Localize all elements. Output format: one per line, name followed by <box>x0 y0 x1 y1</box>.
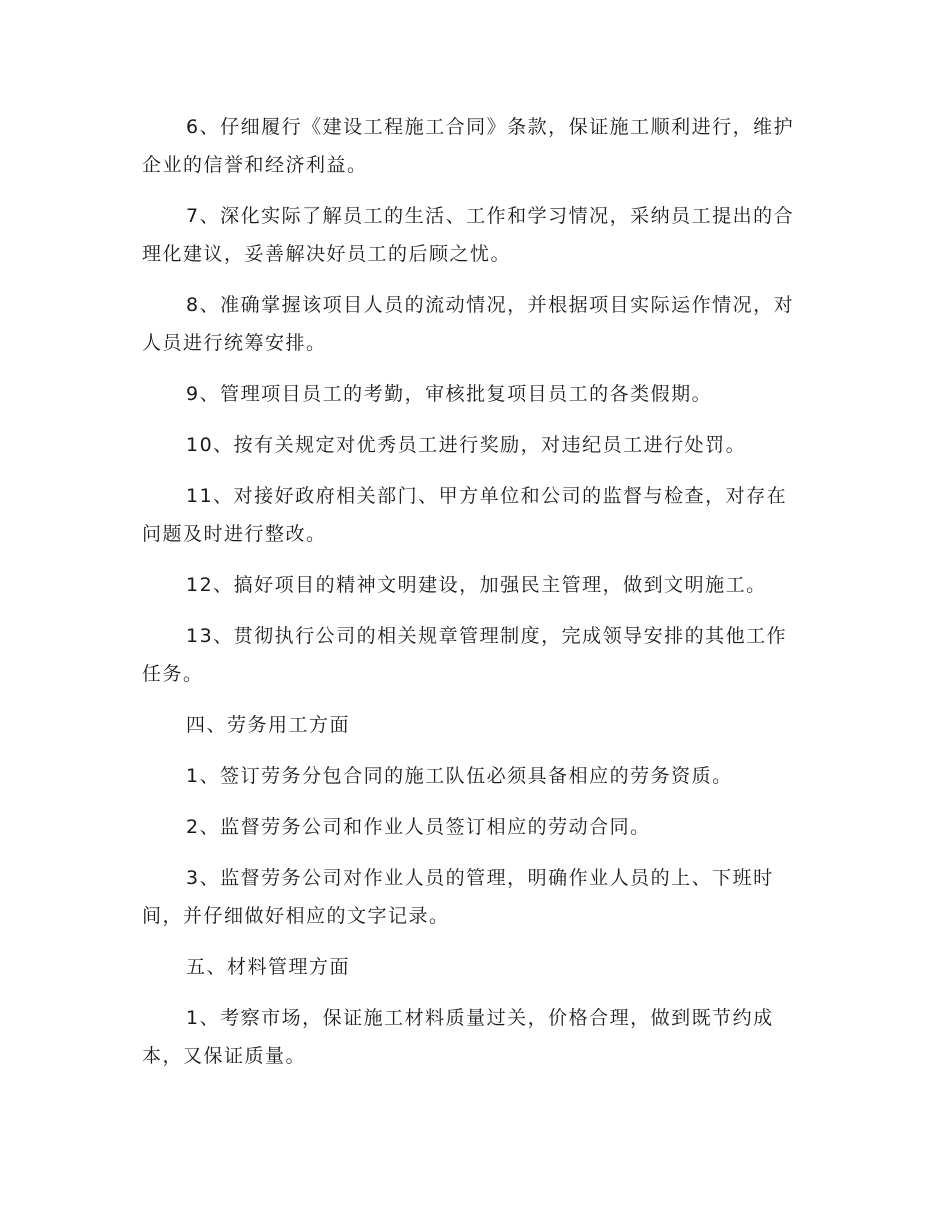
paragraph-item-7: 7、深化实际了解员工的生活、工作和学习情况，采纳员工提出的合理化建议，妥善解决好员工的后顾之忧。 <box>142 205 795 265</box>
paragraph-item-12: 12、搞好项目的精神文明建设，加强民主管理，做到文明施工。 <box>186 574 767 596</box>
paragraph-item-8: 8、准确掌握该项目人员的流动情况，并根据项目实际运作情况，对人员进行统筹安排。 <box>142 294 795 354</box>
paragraph-item-10: 10、按有关规定对优秀员工进行奖励，对违纪员工进行处罚。 <box>186 434 747 456</box>
document-body <box>142 108 807 1088</box>
paragraph-labor-item-3: 3、监督劳务公司对作业人员的管理，明确作业人员的上、下班时间，并仔细做好相应的文字记录。 <box>142 867 774 927</box>
paragraph-labor-item-1: 1、签订劳务分包合同的施工队伍必须具备相应的劳务资质。 <box>186 765 733 787</box>
paragraph-labor-item-2: 2、监督劳务公司和作业人员签订相应的劳动合同。 <box>186 816 651 838</box>
paragraph-materials-item-1: 1、考察市场，保证施工材料质量过关，价格合理，做到既节约成本，又保证质量。 <box>142 1007 774 1067</box>
paragraph-item-6: 6、仔细履行《建设工程施工合同》条款，保证施工顺利进行，维护企业的信誉和经济利益。 <box>142 116 795 176</box>
paragraph-item-9: 9、管理项目员工的考勤，审核批复项目员工的各类假期。 <box>186 383 713 405</box>
section-heading-materials: 五、材料管理方面 <box>186 956 351 978</box>
paragraph-item-11: 11、对接好政府相关部门、甲方单位和公司的监督与检查，对存在问题及时进行整改。 <box>142 485 788 545</box>
section-heading-labor: 四、劳务用工方面 <box>186 714 351 736</box>
paragraph-item-13: 13、贯彻执行公司的相关规章管理制度，完成领导安排的其他工作任务。 <box>142 625 788 685</box>
